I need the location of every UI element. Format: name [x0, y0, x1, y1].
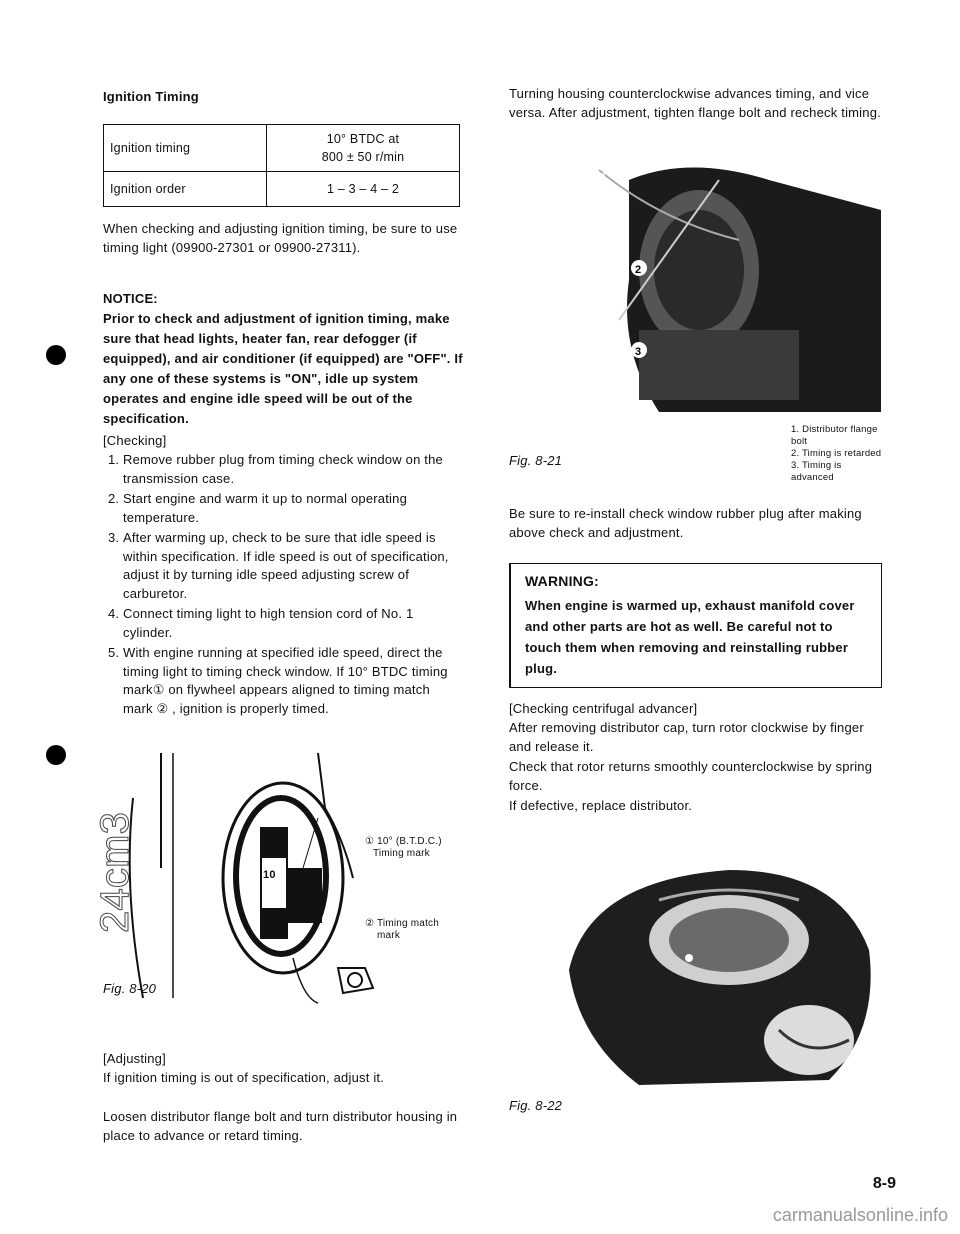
timing-mark-illustration [93, 748, 383, 1003]
notice-title: NOTICE: [103, 291, 158, 306]
adjusting-title: [Adjusting] [103, 1051, 166, 1066]
centrifugal-title: [Checking centrifugal advancer] [509, 701, 698, 716]
legend-item: 2. Timing is retarded [791, 448, 882, 459]
table-row [104, 172, 460, 207]
list-item: 5. With engine running at specified idle speed, direct the timing light to timing check window. If 10° BTDC timing mark① on flywheel appears aligned to timing match mark ② , ignition is properly timed. [123, 644, 463, 718]
section-heading: Ignition Timing [103, 89, 199, 104]
svg-text:24cm3: 24cm3 [93, 811, 137, 933]
table-cell-label: Ignition timing [104, 125, 267, 172]
table-cell-value: 1 – 3 – 4 – 2 [267, 172, 460, 207]
warning-title: WARNING: [525, 573, 599, 589]
callout-label: ① 10° (B.T.D.C.) [365, 836, 442, 847]
table-cell-value [267, 125, 460, 172]
legend-item: 3. Timing is advanced [791, 460, 842, 483]
list-item: 4. Connect timing light to high tension cord of No. 1 cylinder. [123, 605, 463, 642]
photo-label-2: 2 [635, 264, 642, 276]
timing-value-line1: 10° BTDC at [326, 131, 400, 146]
figure-caption: Fig. 8-20 [103, 981, 157, 996]
list-item: 2. Start engine and warm it up to normal operating temperature. [123, 490, 463, 527]
figure-8-21-legend [791, 424, 882, 484]
figure-8-22-photo [549, 840, 879, 1090]
adjusting-paragraph-2: Loosen distributor flange bolt and turn distributor housing in place to advance or retard timing. [103, 1109, 458, 1143]
callout-label: mark [377, 930, 401, 941]
callout-timing-mark [365, 836, 442, 860]
list-item: 3. After warming up, check to be sure that idle speed is within specification. If idle speed is out of specification, adjust it by turning idle speed adjusting screw of carburetor. [123, 529, 463, 603]
intro-paragraph: When checking and adjusting ignition timing, be sure to use timing light (09900-27301 or 09900-27311). [103, 221, 458, 255]
notice-text: Prior to check and adjustment of ignition timing, make sure that head lights, heater fan, rear defogger (if equipped), and air conditioner (if equipped) are "OFF". If any one of these systems is "ON", idle up system operates and engine idle speed will be out of the specification. [103, 311, 463, 426]
table-cell-label: Ignition order [104, 172, 267, 207]
legend-item: 1. Distributor flange bolt [791, 424, 878, 447]
rotor-photo [549, 840, 879, 1090]
figure-8-21-photo [599, 150, 881, 412]
spec-table [103, 124, 460, 207]
scale-mark: 10 [263, 869, 276, 881]
callout-match-mark [365, 918, 439, 942]
centrifugal-paragraph-1: After removing distributor cap, turn rotor clockwise by finger and release it. [509, 720, 864, 754]
figure-8-20 [93, 748, 463, 1008]
reinstall-paragraph: Be sure to re-install check window rubber plug after making above check and adjustment. [509, 506, 862, 540]
callout-label: ② Timing match [365, 918, 440, 929]
figure-caption: Fig. 8-22 [509, 1098, 563, 1113]
binder-hole-2 [46, 745, 66, 765]
adjusting-paragraph-1: If ignition timing is out of specification, adjust it. [103, 1070, 385, 1085]
figure-caption: Fig. 8-21 [509, 453, 563, 468]
timing-value-line2: 800 ± 50 r/min [321, 150, 405, 164]
binder-hole-1 [46, 345, 66, 365]
centrifugal-paragraph-2: Check that rotor returns smoothly counterclockwise by spring force. [509, 759, 873, 793]
photo-label-1: 1 [601, 171, 608, 183]
checking-title: [Checking] [103, 433, 167, 448]
warning-text: When engine is warmed up, exhaust manifold cover and other parts are hot as well. Be careful not to touch them when removing and reinstalling rubber plug. [525, 597, 855, 676]
warning-box [509, 563, 882, 688]
table-row [104, 125, 460, 172]
checking-steps [103, 451, 463, 720]
centrifugal-paragraph-3: If defective, replace distributor. [509, 798, 693, 813]
list-item: 1. Remove rubber plug from timing check window on the transmission case. [123, 451, 463, 488]
page-number: 8-9 [872, 1175, 896, 1192]
turning-paragraph: Turning housing counterclockwise advances timing, and vice versa. After adjustment, tighten flange bolt and recheck timing. [509, 86, 881, 120]
photo-label-3: 3 [635, 346, 642, 358]
distributor-photo [599, 150, 881, 412]
watermark: carmanualsonline.info [772, 1205, 948, 1225]
callout-label: Timing mark [373, 848, 430, 859]
